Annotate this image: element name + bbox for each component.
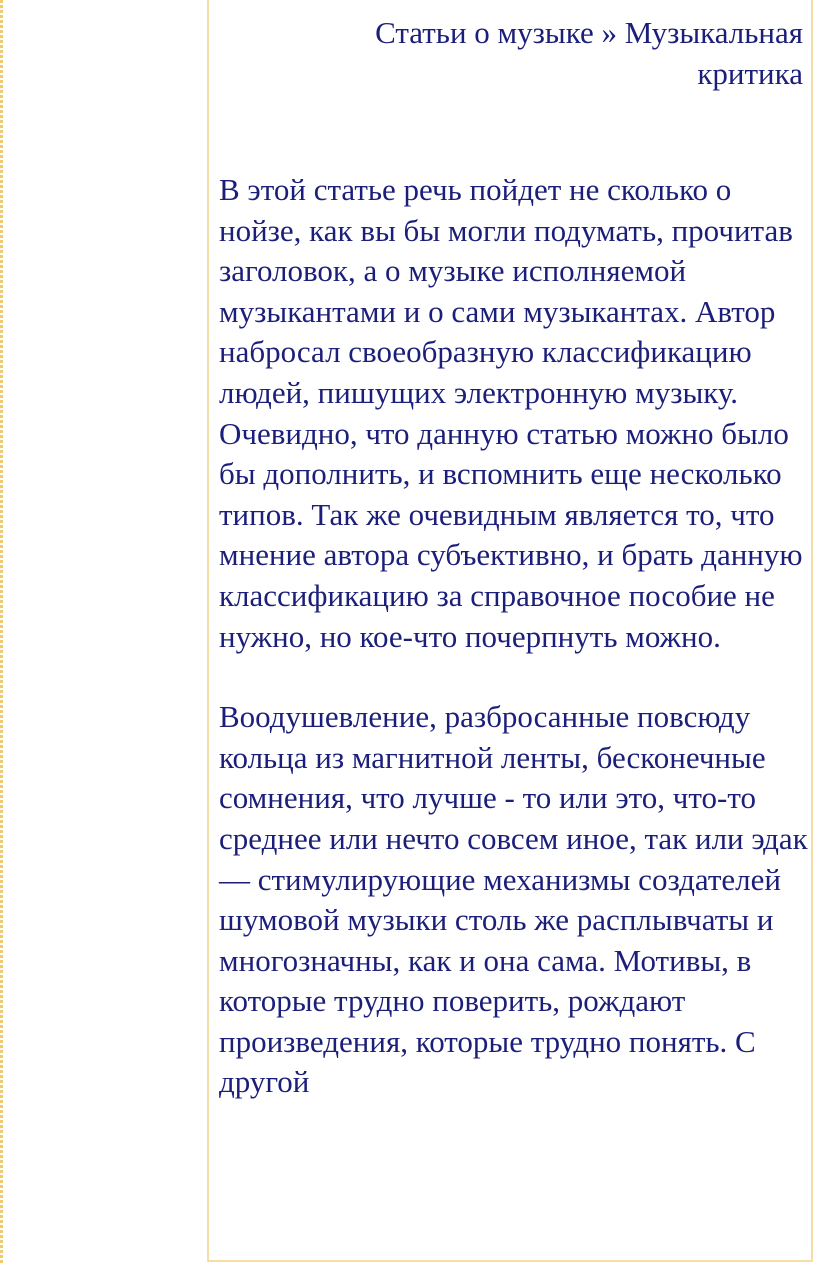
article-paragraph: Воодушевление, разбросанные повсюду кольца из магнитной ленты, бесконечные сомнения, что лучше - то или это, что-то среднее или нечто совсем иное, так или эдак — стимулирующие механизмы создателей шумовой музыки столь же расплывчаты и многозначны, как и она сама. Мотивы, в которые трудно поверить, рождают произведения, которые трудно понять. С другой [219,699,808,1100]
article-paragraph: В этой статье речь пойдет не сколько о нойзе, как вы бы могли подумать, прочитав заголовок, а о музыке исполняемой музыкантами и о сами музыкантах. Автор набросал своеобразную классификацию людей, пишущих электронную музыку. Очевидно, что данную статью можно было бы дополнить, и вспомнить еще несколько типов. Так же очевидным является то, что мнение автора субъективно, и брать данную классификацию за справочное пособие не нужно, но кое-что почерпнуть можно. [219,172,803,654]
content-frame [207,0,813,1262]
breadcrumb [283,12,803,94]
breadcrumb-section-link[interactable]: Статьи о музыке [375,15,594,50]
breadcrumb-category-link[interactable]: Музыкальная критика [624,15,803,91]
left-decorative-rule [0,0,3,1264]
article-body [219,170,809,1143]
breadcrumb-separator: » [601,15,618,50]
